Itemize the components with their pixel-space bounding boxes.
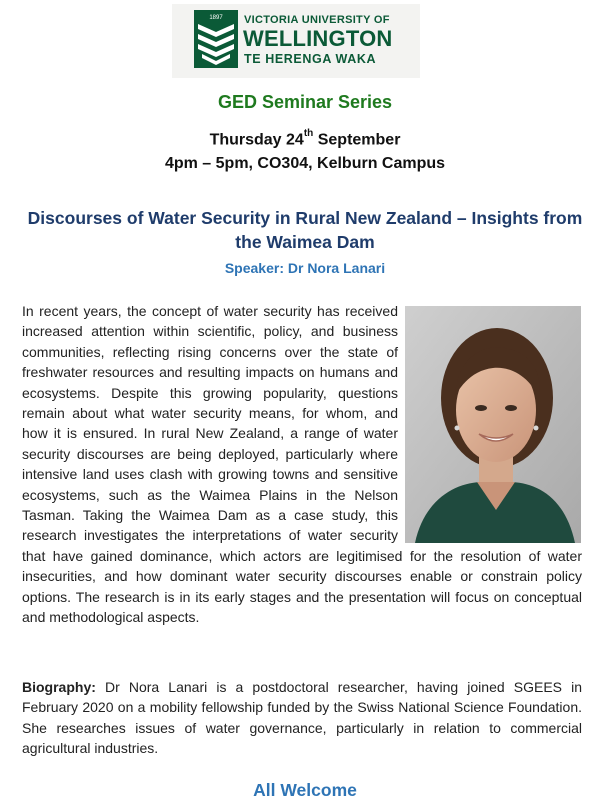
speaker-line: Speaker: Dr Nora Lanari	[224, 260, 386, 276]
biography-text: Dr Nora Lanari is a postdoctoral researcher, having joined SGEES in February 2020 on a mobility fellowship funded by the Swiss National Science Foundation. She researches issues of water governance, particularly in relation to commercial agricultural industries.	[22, 679, 582, 757]
photo-wrap-spacer	[398, 301, 582, 543]
talk-title: Discourses of Water Security in Rural New Zealand – Insights from the Waimea Dam	[27, 208, 583, 252]
event-time-place: 4pm – 5pm, CO304, Kelburn Campus	[164, 155, 446, 172]
seminar-series-heading: GED Seminar Series	[217, 92, 393, 112]
biography-label: Biography:	[22, 679, 96, 695]
all-welcome-text: All Welcome	[253, 780, 357, 800]
abstract-text: In recent years, the concept of water security has received increased attention within scientific, policy, and business communities, reflecting rising concerns over the state of freshwater resources and resulting impacts on humans and ecosystems. Despite this growing popularity, questions remain about what water security means, for whom, and how it is ensured. In rural New Zealand, a range of water security discourses are being deployed, particularly where intensive land uses clash with growing towns and sensitive ecosystems, such as the Waimea Plains in the Nelson Tasman. Taking the Waimea Dam as a case study, this research investigates the interpretations of water security that have gained dominance, which actors are legitimised for the resolution of water insecurities, and how dominant water security discourses enable or constrain policy options. The research is in its early stages and the presentation will focus on conceptual and methodological aspects.	[22, 303, 582, 626]
biography-paragraph	[22, 677, 582, 759]
logo-line-1: VICTORIA UNIVERSITY OF	[244, 14, 390, 26]
university-logo	[172, 4, 420, 78]
abstract-paragraph	[22, 301, 582, 628]
event-date-month: September	[313, 131, 401, 149]
event-date-day: Thursday 24	[209, 131, 304, 149]
event-date	[0, 130, 610, 149]
crest-year: 1897	[209, 15, 223, 21]
university-crest-icon	[194, 10, 238, 68]
logo-line-2: WELLINGTON	[243, 26, 393, 51]
event-date-suffix: th	[303, 128, 314, 139]
logo-line-3: TE HERENGA WAKA	[244, 52, 377, 66]
